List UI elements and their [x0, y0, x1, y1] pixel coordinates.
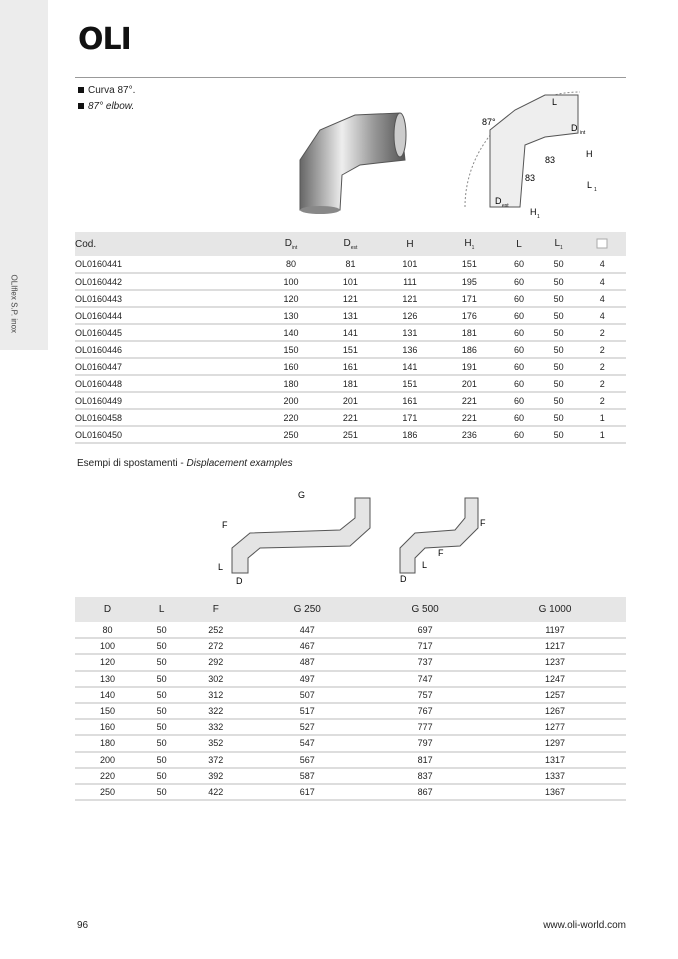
table-cell: 60	[499, 307, 539, 324]
table-cell: 50	[140, 622, 183, 638]
column-header: D	[75, 597, 140, 622]
table-cell: 176	[440, 307, 499, 324]
table-cell: 50	[539, 324, 579, 341]
table-cell: 777	[366, 719, 484, 735]
table-cell: 180	[75, 735, 140, 751]
table-cell: 130	[75, 671, 140, 687]
table-cell: 120	[261, 290, 320, 307]
table-cell: 100	[261, 273, 320, 290]
side-label: OLIflex S.P. inox	[9, 274, 19, 334]
table-cell: 131	[321, 307, 380, 324]
header-label: L	[554, 237, 560, 249]
header-label: L	[516, 238, 522, 250]
table-cell: 717	[366, 638, 484, 654]
table-cell: 737	[366, 654, 484, 670]
table-cell: 2	[578, 392, 626, 409]
elbow-dimension-diagram	[460, 85, 630, 220]
table-cell: 50	[140, 638, 183, 654]
table-cell: 757	[366, 687, 484, 703]
header-subscript: est	[350, 244, 358, 251]
table-row	[75, 290, 626, 307]
bullet-it: Curva 87°.	[78, 85, 135, 96]
table-cell: 767	[366, 703, 484, 719]
table-cell: 422	[183, 784, 248, 800]
svg-text:G: G	[298, 490, 306, 500]
table-cell: 136	[380, 341, 439, 358]
svg-text:int: int	[580, 130, 586, 136]
svg-text:est: est	[502, 203, 509, 209]
table-cell: 60	[499, 358, 539, 375]
table-cell: 292	[183, 654, 248, 670]
table-row	[75, 752, 626, 768]
table-cell: 1277	[484, 719, 626, 735]
table-cell: 80	[75, 622, 140, 638]
bullet-en: 87° elbow.	[78, 101, 134, 112]
table-cell: 180	[261, 375, 320, 392]
table-cell: 50	[539, 307, 579, 324]
header-label: H	[406, 238, 414, 250]
table-row	[75, 375, 626, 392]
displacement-table	[75, 597, 626, 801]
svg-text:D: D	[236, 576, 243, 586]
table-cell: 126	[380, 307, 439, 324]
table-cell: 4	[578, 290, 626, 307]
table-cell: 111	[380, 273, 439, 290]
table-cell: 236	[440, 426, 499, 443]
table-row	[75, 784, 626, 800]
table-cell: 4	[578, 256, 626, 273]
table-cell: 221	[321, 409, 380, 426]
table-row	[75, 341, 626, 358]
table-cell: 186	[440, 341, 499, 358]
table-cell: 1257	[484, 687, 626, 703]
svg-text:D: D	[495, 196, 502, 206]
table-cell: 1247	[484, 671, 626, 687]
table-cell: 312	[183, 687, 248, 703]
box-icon	[578, 232, 626, 256]
svg-text:83: 83	[545, 155, 556, 165]
table-cell: 195	[440, 273, 499, 290]
svg-text:L: L	[422, 560, 428, 570]
table-cell: 60	[499, 324, 539, 341]
svg-text:F: F	[222, 520, 228, 530]
table-cell: 547	[248, 735, 366, 751]
table-cell: 527	[248, 719, 366, 735]
table-cell: 160	[261, 358, 320, 375]
table-cell: 50	[140, 752, 183, 768]
table-cell: 60	[499, 375, 539, 392]
table-cell: 50	[140, 703, 183, 719]
table-cell: 587	[248, 768, 366, 784]
table-cell: OL0160447	[75, 358, 261, 375]
table-cell: 60	[499, 392, 539, 409]
table-cell: OL0160443	[75, 290, 261, 307]
table-cell: 392	[183, 768, 248, 784]
table-cell: 140	[75, 687, 140, 703]
website-url: www.oli-world.com	[543, 920, 626, 931]
table-cell: 121	[380, 290, 439, 307]
oli-logo: OLI	[78, 22, 131, 57]
svg-text:D: D	[571, 123, 578, 133]
table-cell: 60	[499, 409, 539, 426]
table-cell: 372	[183, 752, 248, 768]
elbow-spec-table	[75, 232, 626, 444]
table-cell: OL0160441	[75, 256, 261, 273]
table-cell: 160	[75, 719, 140, 735]
table-cell: 171	[440, 290, 499, 307]
table-row	[75, 307, 626, 324]
table-cell: OL0160448	[75, 375, 261, 392]
column-header	[499, 232, 539, 256]
table-row	[75, 768, 626, 784]
table-cell: 50	[539, 273, 579, 290]
table-cell: 150	[261, 341, 320, 358]
table-cell: 487	[248, 654, 366, 670]
elbow-photo	[280, 105, 420, 215]
column-header	[261, 232, 320, 256]
column-header: G 250	[248, 597, 366, 622]
svg-text:H: H	[530, 207, 537, 217]
header-label: H	[464, 237, 472, 249]
table-row	[75, 654, 626, 670]
table-cell: 181	[321, 375, 380, 392]
examples-title: Esempi di spostamenti - Displacement examples	[77, 458, 293, 469]
table-row	[75, 324, 626, 341]
table-cell: 567	[248, 752, 366, 768]
header-label: D	[284, 237, 292, 249]
table-cell: 50	[539, 409, 579, 426]
table-row	[75, 256, 626, 273]
table-cell: 1297	[484, 735, 626, 751]
table-cell: 272	[183, 638, 248, 654]
table-row	[75, 426, 626, 443]
table-cell: 80	[261, 256, 320, 273]
table-row	[75, 273, 626, 290]
table-row	[75, 687, 626, 703]
table-cell: 181	[440, 324, 499, 341]
table-cell: 1367	[484, 784, 626, 800]
displacement-diagrams	[210, 488, 500, 588]
table-cell: 507	[248, 687, 366, 703]
table-cell: OL0160445	[75, 324, 261, 341]
table-cell: 1217	[484, 638, 626, 654]
table-cell: 837	[366, 768, 484, 784]
table-cell: 250	[75, 784, 140, 800]
table-cell: 141	[321, 324, 380, 341]
table-cell: 1267	[484, 703, 626, 719]
table-cell: 2	[578, 358, 626, 375]
table-cell: 1	[578, 409, 626, 426]
table-cell: 151	[440, 256, 499, 273]
svg-text:83: 83	[525, 173, 536, 183]
table-cell: 467	[248, 638, 366, 654]
table-row	[75, 358, 626, 375]
table-cell: 697	[366, 622, 484, 638]
table-cell: 50	[539, 358, 579, 375]
svg-text:87°: 87°	[482, 117, 496, 127]
page-number: 96	[77, 920, 89, 931]
table-cell: 1197	[484, 622, 626, 638]
table-cell: 60	[499, 273, 539, 290]
column-header: G 500	[366, 597, 484, 622]
table-cell: OL0160449	[75, 392, 261, 409]
table-cell: 50	[539, 256, 579, 273]
table-cell: 220	[75, 768, 140, 784]
table-cell: 2	[578, 375, 626, 392]
table-row	[75, 671, 626, 687]
table-cell: 100	[75, 638, 140, 654]
table-cell: 171	[380, 409, 439, 426]
table-row	[75, 622, 626, 638]
column-header	[440, 232, 499, 256]
table-cell: 352	[183, 735, 248, 751]
table-cell: 161	[380, 392, 439, 409]
table-cell: OL0160450	[75, 426, 261, 443]
svg-text:L: L	[587, 180, 593, 190]
table-cell: 4	[578, 307, 626, 324]
table-cell: 101	[321, 273, 380, 290]
table-cell: 322	[183, 703, 248, 719]
table-cell: 220	[261, 409, 320, 426]
column-header: F	[183, 597, 248, 622]
table-cell: 141	[380, 358, 439, 375]
table-cell: 50	[140, 671, 183, 687]
table-cell: 150	[75, 703, 140, 719]
table-cell: 81	[321, 256, 380, 273]
header-subscript: int	[291, 244, 298, 251]
column-header	[321, 232, 380, 256]
divider	[75, 77, 626, 78]
table-cell: 797	[366, 735, 484, 751]
table-cell: OL0160442	[75, 273, 261, 290]
table-cell: 497	[248, 671, 366, 687]
svg-text:F: F	[438, 548, 444, 558]
table-cell: 186	[380, 426, 439, 443]
svg-text:D: D	[400, 574, 407, 584]
table-cell: 1	[578, 426, 626, 443]
header-label: D	[343, 237, 351, 249]
header-subscript: 1	[560, 244, 563, 251]
table-cell: 50	[140, 719, 183, 735]
table-cell: 50	[539, 392, 579, 409]
svg-text:H: H	[586, 149, 593, 159]
table-cell: 120	[75, 654, 140, 670]
column-header	[380, 232, 439, 256]
svg-text:F: F	[480, 518, 486, 528]
table-cell: 2	[578, 324, 626, 341]
table-cell: 252	[183, 622, 248, 638]
table-cell: 2	[578, 341, 626, 358]
svg-text:L: L	[218, 562, 224, 572]
table-cell: 447	[248, 622, 366, 638]
table-cell: 4	[578, 273, 626, 290]
column-header	[539, 232, 579, 256]
svg-text:L: L	[552, 97, 558, 107]
table-cell: 50	[140, 654, 183, 670]
table-cell: 60	[499, 341, 539, 358]
table-cell: 302	[183, 671, 248, 687]
table-cell: 517	[248, 703, 366, 719]
table-cell: 60	[499, 290, 539, 307]
table-cell: 332	[183, 719, 248, 735]
table-cell: OL0160444	[75, 307, 261, 324]
table-row	[75, 638, 626, 654]
table-cell: 50	[140, 735, 183, 751]
table-cell: 201	[321, 392, 380, 409]
table-cell: 140	[261, 324, 320, 341]
table-cell: 200	[261, 392, 320, 409]
table-cell: 1317	[484, 752, 626, 768]
table-cell: 50	[539, 426, 579, 443]
table-cell: 101	[380, 256, 439, 273]
table-cell: 50	[140, 768, 183, 784]
table-cell: 251	[321, 426, 380, 443]
column-header: L	[140, 597, 183, 622]
table-cell: 221	[440, 392, 499, 409]
table-cell: OL0160446	[75, 341, 261, 358]
table-row	[75, 719, 626, 735]
table-row	[75, 392, 626, 409]
table-cell: 201	[440, 375, 499, 392]
table-row	[75, 409, 626, 426]
table-cell: 1237	[484, 654, 626, 670]
header-label: Cod.	[75, 238, 97, 250]
table-cell: OL0160458	[75, 409, 261, 426]
table-cell: 161	[321, 358, 380, 375]
table-cell: 191	[440, 358, 499, 375]
table-cell: 817	[366, 752, 484, 768]
side-band	[0, 0, 48, 350]
table-cell: 50	[140, 784, 183, 800]
table-cell: 121	[321, 290, 380, 307]
table-row	[75, 735, 626, 751]
table-cell: 221	[440, 409, 499, 426]
table-cell: 151	[321, 341, 380, 358]
table-cell: 747	[366, 671, 484, 687]
table-cell: 50	[539, 290, 579, 307]
table-cell: 131	[380, 324, 439, 341]
table-row	[75, 703, 626, 719]
svg-text:1: 1	[537, 214, 540, 220]
table-cell: 60	[499, 426, 539, 443]
table-cell: 250	[261, 426, 320, 443]
header-subscript: 1	[471, 244, 475, 251]
table-cell: 50	[539, 375, 579, 392]
table-cell: 60	[499, 256, 539, 273]
table-cell: 1337	[484, 768, 626, 784]
table-cell: 867	[366, 784, 484, 800]
table-cell: 50	[140, 687, 183, 703]
table-cell: 617	[248, 784, 366, 800]
table-cell: 50	[539, 341, 579, 358]
column-header: G 1000	[484, 597, 626, 622]
table-cell: 130	[261, 307, 320, 324]
svg-text:1: 1	[594, 187, 597, 193]
table-cell: 200	[75, 752, 140, 768]
table-cell: 151	[380, 375, 439, 392]
column-header	[75, 232, 261, 256]
